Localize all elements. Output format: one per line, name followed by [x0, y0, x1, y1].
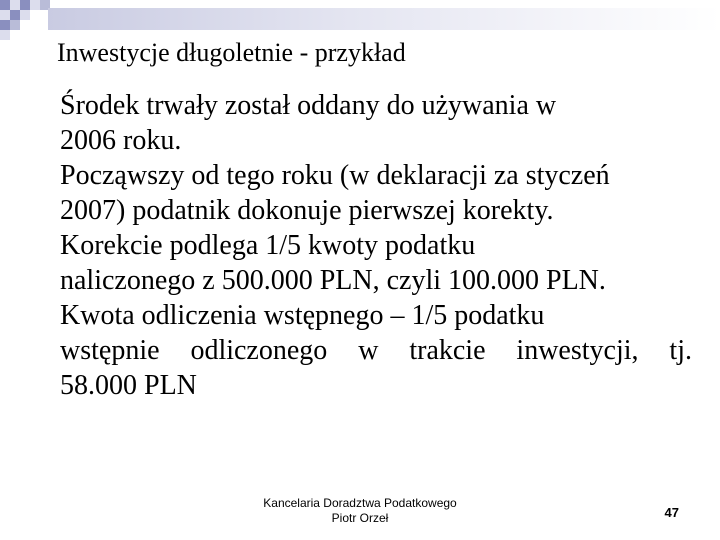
body-line: Korekcie podlega 1/5 kwoty podatku — [60, 230, 476, 261]
body-line: 58.000 PLN — [60, 370, 197, 401]
deco-square — [20, 10, 30, 20]
slide-title: Inwestycje długoletnie - przykład — [57, 38, 406, 67]
body-line: Kwota odliczenia wstępnego – 1/5 podatku — [60, 300, 545, 331]
deco-square — [20, 0, 30, 10]
deco-square — [0, 20, 10, 30]
deco-square — [10, 10, 20, 20]
body-line: wstępnie odliczonego w trakcie inwestycji, tj. — [60, 335, 692, 366]
slide-body — [60, 88, 692, 403]
footer-company: Kancelaria Doradztwa Podatkowego — [263, 496, 457, 510]
footer-author: Piotr Orzeł — [331, 511, 389, 525]
header-gradient-bar — [48, 8, 720, 30]
deco-square — [30, 0, 40, 10]
body-line: Środek trwały został oddany do używania w — [60, 90, 557, 121]
body-line: 2007) podatnik dokonuje pierwszej korekty. — [60, 195, 554, 226]
body-line: naliczonego z 500.000 PLN, czyli 100.000 PLN. — [60, 265, 606, 296]
deco-square — [0, 0, 10, 10]
footer-credit — [200, 496, 520, 526]
deco-square — [10, 20, 20, 30]
deco-square — [10, 0, 20, 10]
page-number: 47 — [664, 505, 679, 520]
header-decoration — [0, 0, 720, 40]
deco-square — [0, 30, 10, 40]
body-line: 2006 roku. — [60, 125, 182, 156]
deco-square — [0, 10, 10, 20]
body-line: Począwszy od tego roku (w deklaracji za styczeń — [60, 160, 610, 191]
